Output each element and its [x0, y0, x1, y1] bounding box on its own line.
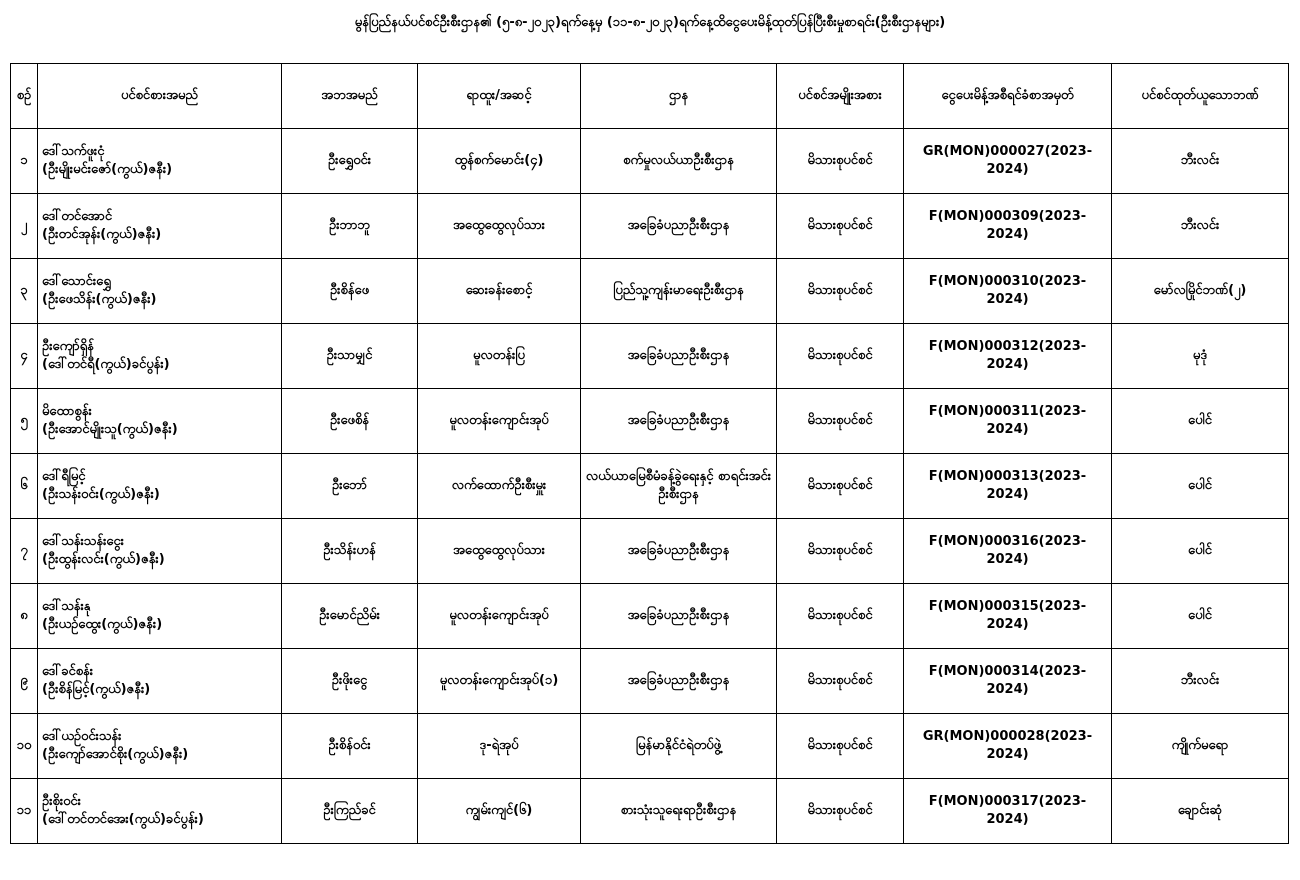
cell-no: ၁၀: [11, 714, 38, 779]
cell-father-name: ဦးကြည်ခင်: [282, 779, 418, 844]
cell-bank: ပေါင်: [1112, 519, 1289, 584]
cell-rank: ကျွမ်းကျင်(၆): [418, 779, 581, 844]
cell-department: အခြေခံပညာဦးစီးဌာန: [581, 649, 777, 714]
cell-pensioner-name: [38, 389, 282, 454]
cell-father-name: ဦးဘာဘူ: [282, 194, 418, 259]
cell-father-name: ဦးဖေစိန်: [282, 389, 418, 454]
cell-pensioner-name: [38, 129, 282, 194]
deceased-relation: (ဒေါ်တင်ရီ(ကွယ်)ခင်ပွန်း): [42, 357, 170, 372]
table-row: [11, 129, 1289, 194]
cell-report-number: F(MON)000315(2023-2024): [904, 584, 1112, 649]
pensioner-name: ဒေါ်ခင်စန်း: [42, 664, 94, 679]
cell-department: မြန်မာနိုင်ငံရဲတပ်ဖွဲ့: [581, 714, 777, 779]
cell-rank: အထွေထွေလုပ်သား: [418, 194, 581, 259]
cell-bank: ပေါင်: [1112, 584, 1289, 649]
cell-pensioner-name: [38, 649, 282, 714]
cell-report-number: F(MON)000311(2023-2024): [904, 389, 1112, 454]
cell-no: ၁၁: [11, 779, 38, 844]
table-row: [11, 649, 1289, 714]
cell-bank: ဘီးလင်း: [1112, 649, 1289, 714]
pensioner-name: ဒေါ်သန်းသန်းငွေး: [42, 534, 124, 549]
cell-no: ၅: [11, 389, 38, 454]
cell-bank: ပေါင်: [1112, 389, 1289, 454]
cell-report-number: F(MON)000313(2023-2024): [904, 454, 1112, 519]
header-rank: ရာထူး/အဆင့်: [418, 64, 581, 129]
cell-father-name: ဦးသိန်းဟန်: [282, 519, 418, 584]
cell-pension-type: မိသားစုပင်စင်: [777, 584, 904, 649]
cell-bank: ချောင်းဆုံ: [1112, 779, 1289, 844]
cell-department: အခြေခံပညာဦးစီးဌာန: [581, 324, 777, 389]
cell-pensioner-name: [38, 194, 282, 259]
cell-father-name: ဦးရွှေဝင်း: [282, 129, 418, 194]
table-row: [11, 779, 1289, 844]
cell-pension-type: မိသားစုပင်စင်: [777, 389, 904, 454]
pensioner-name: ဒေါ်သန်းနု: [42, 599, 91, 614]
table-row: [11, 519, 1289, 584]
cell-department: အခြေခံပညာဦးစီးဌာန: [581, 389, 777, 454]
cell-father-name: ဦးမောင်ညိမ်း: [282, 584, 418, 649]
table-row: [11, 324, 1289, 389]
cell-bank: ကျိုက်မရော: [1112, 714, 1289, 779]
cell-pension-type: မိသားစုပင်စင်: [777, 649, 904, 714]
cell-no: ၄: [11, 324, 38, 389]
table-row: [11, 584, 1289, 649]
deceased-relation: (ဦးယဉ်ထွေး(ကွယ်)ဇနီး): [42, 617, 163, 632]
table-row: [11, 714, 1289, 779]
cell-report-number: F(MON)000309(2023-2024): [904, 194, 1112, 259]
cell-report-number: F(MON)000317(2023-2024): [904, 779, 1112, 844]
cell-no: ၂: [11, 194, 38, 259]
pensioner-name: ဦးစိုးဝင်း: [42, 794, 81, 809]
cell-department: အခြေခံပညာဦးစီးဌာန: [581, 519, 777, 584]
header-row: [11, 64, 1289, 129]
cell-bank: ဘီးလင်း: [1112, 129, 1289, 194]
cell-rank: ဆေးခန်းစောင့်: [418, 259, 581, 324]
pensioner-name: ဒေါ်ရီမြင့်: [42, 469, 86, 484]
table-row: [11, 389, 1289, 454]
cell-report-number: GR(MON)000027(2023-2024): [904, 129, 1112, 194]
pensioner-name: ဦးကျော်ရှိန်: [42, 339, 94, 354]
cell-pension-type: မိသားစုပင်စင်: [777, 259, 904, 324]
cell-father-name: ဦးစိန်ဖေ: [282, 259, 418, 324]
cell-report-number: F(MON)000312(2023-2024): [904, 324, 1112, 389]
cell-pensioner-name: [38, 584, 282, 649]
cell-rank: မူလတန်းပြ: [418, 324, 581, 389]
header-pension-type: ပင်စင်အမျိုးအစား: [777, 64, 904, 129]
cell-father-name: ဦးဘော်: [282, 454, 418, 519]
cell-no: ၃: [11, 259, 38, 324]
cell-father-name: ဦးသာမျှင်: [282, 324, 418, 389]
cell-pensioner-name: [38, 519, 282, 584]
pensioner-name: ဒေါ်သောင်းရွှေ: [42, 274, 111, 289]
cell-rank: လက်ထောက်ဦးစီးမှူး: [418, 454, 581, 519]
cell-no: ၁: [11, 129, 38, 194]
cell-rank: ထွန်စက်မောင်း(၄): [418, 129, 581, 194]
cell-father-name: ဦးဖိုးငွေ: [282, 649, 418, 714]
header-no: စဥ်: [11, 64, 38, 129]
cell-department: လယ်ယာမြေစီမံခန့်ခွဲရေးနှင့် စာရင်းအင်းဦးစီးဌာန: [581, 454, 777, 519]
cell-bank: မုဒုံ: [1112, 324, 1289, 389]
cell-pension-type: မိသားစုပင်စင်: [777, 194, 904, 259]
cell-pension-type: မိသားစုပင်စင်: [777, 454, 904, 519]
cell-rank: ဒု-ရဲအုပ်: [418, 714, 581, 779]
cell-pensioner-name: [38, 454, 282, 519]
cell-pensioner-name: [38, 779, 282, 844]
cell-father-name: ဦးစိန်ဝင်း: [282, 714, 418, 779]
cell-department: ပြည်သူ့ကျန်းမာရေးဦးစီးဌာန: [581, 259, 777, 324]
cell-pensioner-name: [38, 714, 282, 779]
cell-bank: ဘီးလင်း: [1112, 194, 1289, 259]
table-row: [11, 259, 1289, 324]
deceased-relation: (ဦးမျိုးမင်းဇော်(ကွယ်)ဇနီး): [42, 162, 173, 177]
deceased-relation: (ဦးတင်အုန်း(ကွယ်)ဇနီး): [42, 227, 162, 242]
cell-pension-type: မိသားစုပင်စင်: [777, 324, 904, 389]
cell-report-number: F(MON)000314(2023-2024): [904, 649, 1112, 714]
cell-pension-type: မိသားစုပင်စင်: [777, 779, 904, 844]
cell-no: ၈: [11, 584, 38, 649]
table-row: [11, 194, 1289, 259]
header-father-name: အဘအမည်: [282, 64, 418, 129]
table-body: [11, 129, 1289, 844]
cell-pension-type: မိသားစုပင်စင်: [777, 519, 904, 584]
header-pensioner-name: ပင်စင်စားအမည်: [38, 64, 282, 129]
pension-table: [10, 63, 1289, 844]
header-bank: ပင်စင်ထုတ်ယူသောဘဏ်: [1112, 64, 1289, 129]
cell-department: အခြေခံပညာဦးစီးဌာန: [581, 194, 777, 259]
pensioner-name: မိထောစွန်း: [42, 404, 92, 419]
cell-department: စက်မှုလယ်ယာဦးစီးဌာန: [581, 129, 777, 194]
cell-rank: မူလတန်းကျောင်းအုပ်: [418, 389, 581, 454]
cell-pension-type: မိသားစုပင်စင်: [777, 714, 904, 779]
cell-report-number: GR(MON)000028(2023-2024): [904, 714, 1112, 779]
cell-pensioner-name: [38, 259, 282, 324]
cell-report-number: F(MON)000310(2023-2024): [904, 259, 1112, 324]
deceased-relation: (ဦးထွန်းလင်း(ကွယ်)ဇနီး): [42, 552, 165, 567]
header-department: ဌာန: [581, 64, 777, 129]
deceased-relation: (ဦးကျော်အောင်စိုး(ကွယ်)ဇနီး): [42, 747, 189, 762]
pensioner-name: ဒေါ်တင်အောင်: [42, 209, 113, 224]
deceased-relation: (ဦးစိန်မြင့်(ကွယ်)ဇနီး): [42, 682, 151, 697]
cell-department: စားသုံးသူရေးရာဦးစီးဌာန: [581, 779, 777, 844]
cell-bank: ပေါင်: [1112, 454, 1289, 519]
cell-department: အခြေခံပညာဦးစီးဌာန: [581, 584, 777, 649]
page-title: မွန်ပြည်နယ်ပင်စင်ဦးစီးဌာန၏ (၅-၈-၂၀၂၃)ရက်နေ့မှ (၁၁-၈-၂၀၂၃)ရက်နေ့ထိငွေပေးမိန့်ထုတ်ပြန်ပြီးစီးမှုစာရင်း(ဦးစီးဌာနများ): [354, 15, 946, 30]
cell-no: ၇: [11, 519, 38, 584]
cell-pensioner-name: [38, 324, 282, 389]
cell-no: ၆: [11, 454, 38, 519]
table-row: [11, 454, 1289, 519]
cell-rank: မူလတန်းကျောင်းအုပ်(၁): [418, 649, 581, 714]
pensioner-name: ဒေါ်သက်ဖူးငုံ: [42, 144, 105, 159]
deceased-relation: (ဦးဖေသိန်း(ကွယ်)ဇနီး): [42, 292, 157, 307]
cell-bank: မော်လမြိုင်ဘဏ်(၂): [1112, 259, 1289, 324]
header-report-number: ငွေပေးမိန့်အစီရင်ခံစာအမှတ်: [904, 64, 1112, 129]
pensioner-name: ဒေါ်ယဉ်ဝင်းသန်း: [42, 729, 122, 744]
deceased-relation: (ဦးအောင်မျိုးသူ(ကွယ်)ဇနီး): [42, 422, 178, 437]
deceased-relation: (ဒေါ်တင်တင်အေး(ကွယ်)ခင်ပွန်း): [42, 812, 204, 827]
cell-report-number: F(MON)000316(2023-2024): [904, 519, 1112, 584]
cell-rank: အထွေထွေလုပ်သား: [418, 519, 581, 584]
cell-pension-type: မိသားစုပင်စင်: [777, 129, 904, 194]
deceased-relation: (ဦးသန်းဝင်း(ကွယ်)ဇနီး): [42, 487, 160, 502]
cell-no: ၉: [11, 649, 38, 714]
cell-rank: မူလတန်းကျောင်းအုပ်: [418, 584, 581, 649]
